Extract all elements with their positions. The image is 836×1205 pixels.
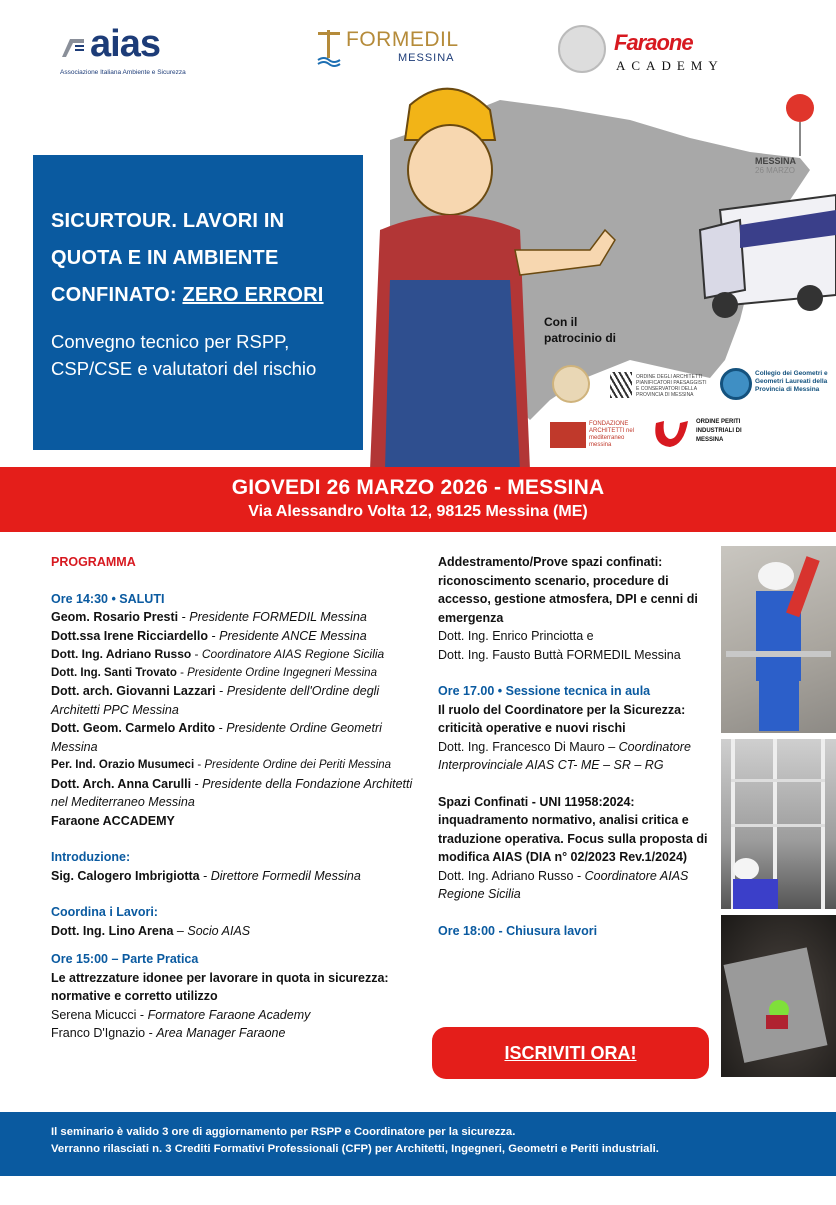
- saluti-last: Faraone ACCADEMY: [51, 813, 175, 828]
- register-now-button[interactable]: ISCRIVITI ORA!: [432, 1027, 709, 1079]
- pratica-topic: Le attrezzature idonee per lavorare in quota in sicurezza: normative e corretto utilizzo: [51, 970, 389, 1003]
- speaker-name: Dott. Ing. Lino Arena: [51, 923, 174, 938]
- pratica-heading: Ore 15:00 – Parte Pratica: [51, 952, 199, 966]
- pratica-topic-2: Addestramento/Prove spazi confinati: riconoscimento scenario, procedure di accesso, gestione atmosfera, DPI e cenni di emergenza: [438, 555, 698, 625]
- speaker-role: Area Manager Faraone: [156, 1026, 286, 1040]
- hero-illustration: [330, 60, 836, 470]
- speaker-name: Dott. arch. Giovanni Lazzari: [51, 684, 216, 698]
- photo-strip: [721, 546, 836, 1083]
- speaker-name: Dott. Ing. Santi Trovato: [51, 666, 177, 679]
- speaker-role: Socio AIAS: [187, 923, 251, 938]
- coord-heading: Coordina i Lavori:: [51, 905, 158, 919]
- speaker-role: Presidente FORMEDIL Messina: [189, 610, 367, 624]
- map-city: MESSINA: [755, 156, 797, 166]
- date-banner: [0, 467, 836, 532]
- speaker-name: Dott. Arch. Anna Carulli: [51, 776, 192, 791]
- faraone-logo-text: Faraone: [614, 30, 693, 55]
- patronage-label-line2: patrocinio di: [544, 331, 616, 345]
- pratica-speaker: Franco D'Ignazio - Area Manager Faraone: [51, 1026, 286, 1040]
- tecnica-heading: Ore 17.00 • Sessione tecnica in aula: [438, 684, 651, 698]
- periti-mark-icon: [650, 415, 692, 451]
- chiusura-heading: Ore 18:00 - Chiusura lavori: [438, 923, 598, 938]
- speaker-role: Coordinatore Interprovinciale AIAS CT- ME – SR – RG: [438, 739, 691, 772]
- confined-space-graphic: [721, 915, 836, 1077]
- intro-heading: Introduzione:: [51, 850, 131, 864]
- patron-text-periti: ORDINE PERITI INDUSTRIALI DI MESSINA: [696, 419, 742, 443]
- program-title: PROGRAMMA: [51, 555, 136, 569]
- aias-logo-subtitle: Associazione Italiana Ambiente e Sicurezza: [60, 69, 186, 76]
- speaker-role: Direttore Formedil Messina: [210, 868, 361, 883]
- event-title-emphasis: ZERO ERRORI: [182, 284, 324, 306]
- speaker-role: Coordinatore AIAS Regione Sicilia: [201, 647, 385, 661]
- formedil-logo-text: FORMEDIL: [346, 28, 459, 51]
- speaker-role: Formatore Faraone Academy: [147, 1007, 311, 1022]
- pratica-speaker: Serena Micucci - Formatore Faraone Academy: [51, 1007, 311, 1022]
- coord-speaker: Dott. Ing. Lino Arena – Socio AIAS: [51, 923, 251, 938]
- tecnica-topic-2: Spazi Confinati - UNI 11958:2024: inquadramento normativo, analisi critica e traduzione operativa. Focus sulla proposta di modifica AIAS (DIA n° 02/2023 Rev.1/2024): [438, 794, 708, 864]
- speaker-name: Per. Ind. Orazio Musumeci: [51, 759, 195, 771]
- tecnica-speaker-2: Dott. Ing. Adriano Russo - Coordinatore AIAS Regione Sicilia: [438, 868, 689, 901]
- saluti-speaker: Dott. Ing. Santi Trovato - Presidente Ordine Ingegneri Messina: [51, 666, 377, 679]
- patron-text-architetti: ORDINE DEGLI ARCHITETTI PIANIFICATORI PAESAGGISTI E CONSERVATORI DELLA PROVINCIA DI MESSINA: [636, 374, 707, 398]
- speaker-role: Presidente della Fondazione Architetti nel Mediterraneo Messina: [51, 776, 413, 809]
- patron-text-fondazione: FONDAZIONE ARCHITETTI nel mediterraneo messina: [589, 421, 635, 448]
- saluti-speaker: Dott. Ing. Adriano Russo - Coordinatore AIAS Regione Sicilia: [51, 647, 385, 661]
- speaker-role: Presidente ANCE Messina: [219, 628, 367, 643]
- speaker-name: Dott.ssa Irene Ricciardello: [51, 628, 209, 643]
- patron-logo-architetti: [610, 372, 710, 400]
- patron-logo-periti: [650, 415, 750, 451]
- speaker-name: Dott. Ing. Francesco Di Mauro: [438, 739, 605, 754]
- speaker-role: Presidente Ordine Ingegneri Messina: [187, 666, 377, 679]
- pratica-speakers-2-line1: Dott. Ing. Enrico Princiotta e: [438, 629, 594, 643]
- event-title-box: [33, 155, 363, 450]
- patron-logo-ingegneri: [552, 365, 590, 403]
- patron-logo-geometri: [720, 368, 836, 402]
- tecnica-topic: Il ruolo del Coordinatore per la Sicurezza: criticità operative e nuovi rischi: [438, 702, 686, 735]
- tecnica-speaker: Dott. Ing. Francesco Di Mauro – Coordinatore Interprovinciale AIAS CT- ME – SR – RG: [438, 739, 691, 772]
- speaker-name: Dott. Geom. Carmelo Ardito: [51, 721, 216, 735]
- event-subtitle: Convegno tecnico per RSPP, CSP/CSE e valutatori del rischio: [51, 331, 317, 379]
- map-label: [755, 156, 796, 175]
- saluti-heading: Ore 14:30 • SALUTI: [51, 591, 165, 606]
- saluti-speaker: Per. Ind. Orazio Musumeci - Presidente Ordine dei Periti Messina: [51, 759, 392, 771]
- speaker-name: Geom. Rosario Presti: [51, 610, 179, 624]
- aias-logo: [60, 25, 185, 75]
- pratica-speakers-2-line2: Dott. Ing. Fausto Buttà FORMEDIL Messina: [438, 647, 681, 662]
- saluti-speaker: Dott. Geom. Carmelo Ardito - Presidente Ordine Geometri Messina: [51, 721, 382, 754]
- patronage-label-line1: Con il: [544, 315, 578, 329]
- event-title: [51, 203, 345, 314]
- saluti-speaker: Geom. Rosario Presti - Presidente FORMEDIL Messina: [51, 610, 367, 624]
- photo-worker-on-ladder: [721, 546, 836, 733]
- map-pin-icon: [786, 94, 814, 156]
- speaker-role: Presidente Ordine dei Periti Messina: [204, 759, 392, 771]
- patron-logo-fondazione: [550, 420, 635, 450]
- speaker-role: Presidente Ordine Geometri Messina: [51, 721, 382, 754]
- footer-line-1: Il seminario è valido 3 ore di aggiornamento per RSPP e Coordinatore per la sicurezza.: [51, 1126, 516, 1138]
- photo-confined-space: [721, 915, 836, 1077]
- program-left-column: [51, 553, 421, 1043]
- aias-mark-icon: [62, 35, 84, 57]
- event-title-text: SICURTOUR. LAVORI IN QUOTA E IN AMBIENTE CONFINATO:: [51, 210, 285, 306]
- intro-speaker: Sig. Calogero Imbrigiotta - Direttore Formedil Messina: [51, 868, 361, 883]
- event-address: Via Alessandro Volta 12, 98125 Messina (ME): [248, 503, 588, 520]
- speaker-name: Dott. Ing. Adriano Russo: [438, 868, 574, 883]
- saluti-speaker: Dott. arch. Giovanni Lazzari - Presidente dell'Ordine degli Architetti PPC Messina: [51, 684, 380, 717]
- program-right-column: [438, 553, 713, 940]
- patronage-label: [544, 314, 616, 346]
- aias-logo-text: aias: [90, 23, 160, 65]
- speaker-role: Presidente dell'Ordine degli Architetti PPC Messina: [51, 684, 380, 717]
- saluti-speaker: Dott.ssa Irene Ricciardello - Presidente ANCE Messina: [51, 628, 367, 643]
- speaker-name: Serena Micucci: [51, 1007, 137, 1022]
- map-date: 26 MARZO: [755, 166, 796, 175]
- truck-image: [700, 195, 836, 318]
- event-date: GIOVEDI 26 MARZO 2026 - MESSINA: [231, 476, 605, 499]
- faraone-logo-subtitle: ACADEMY: [616, 58, 724, 73]
- credits-footer: [0, 1112, 836, 1176]
- patron-text-geometri: Collegio dei Geometri e Geometri Laureati della Provincia di Messina: [755, 370, 828, 393]
- scaffolding-graphic: [721, 739, 836, 909]
- speaker-name: Franco D'Ignazio: [51, 1026, 146, 1040]
- saluti-speaker: Dott. Arch. Anna Carulli - Presidente della Fondazione Architetti nel Mediterraneo Messina: [51, 776, 413, 809]
- speaker-name: Dott. Ing. Adriano Russo: [51, 647, 192, 661]
- speaker-role: Coordinatore AIAS Regione Sicilia: [438, 868, 689, 901]
- photo-scaffolding: [721, 739, 836, 909]
- worker-ladder-graphic: [721, 546, 836, 733]
- formedil-logo-subtitle: MESSINA: [398, 52, 455, 64]
- footer-line-2: Verranno rilasciati n. 3 Crediti Formativi Professionali (CFP) per Architetti, Ingegneri, Geometri e Periti industriali.: [51, 1143, 659, 1155]
- speaker-name: Sig. Calogero Imbrigiotta: [51, 868, 200, 883]
